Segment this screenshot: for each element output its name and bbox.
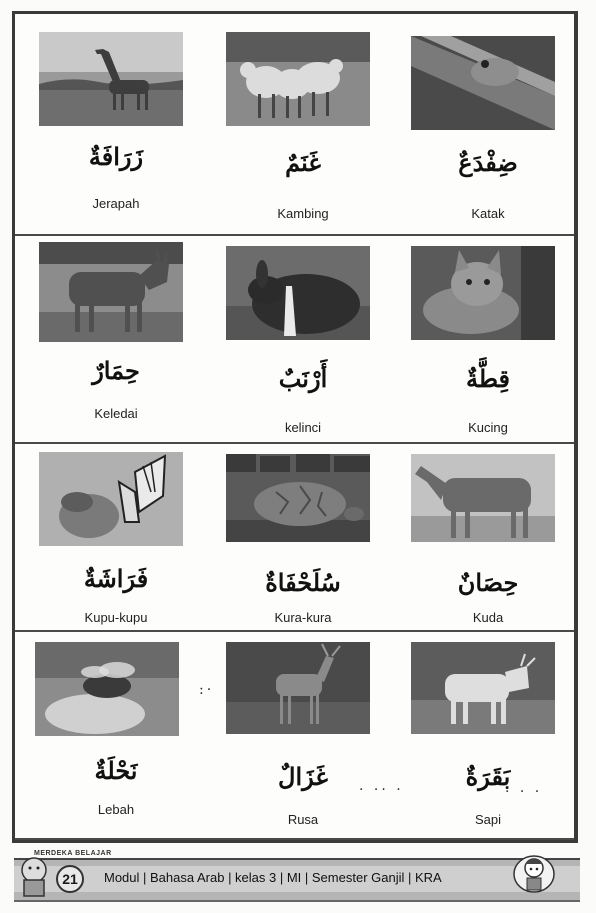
arabic-word: سُلَحْفَاةٌ: [265, 568, 341, 597]
vocab-card-goat: [210, 14, 396, 234]
vocab-row-3: [15, 444, 574, 632]
cow-photo: [411, 642, 555, 734]
latin-word: Sapi: [474, 812, 502, 827]
vocab-row-1: [15, 14, 574, 236]
print-speckle-decoration: :·: [199, 682, 215, 698]
tortoise-photo: [226, 454, 370, 542]
arabic-word: قِطَّةٌ: [465, 364, 511, 393]
vocab-row-2: [15, 236, 574, 444]
vocab-card-giraffe: [23, 14, 209, 234]
latin-word: Katak: [471, 206, 505, 221]
latin-word: Kura-kura: [274, 610, 332, 625]
latin-word: Rusa: [287, 812, 319, 827]
arabic-word: فَرَاشَةٌ: [83, 564, 149, 593]
rabbit-photo: [226, 246, 370, 340]
arabic-word: أَرْنَبٌ: [278, 364, 328, 393]
deer-photo: [226, 642, 370, 734]
vocab-card-cow: [395, 632, 581, 838]
arabic-word: حِمَارٌ: [92, 356, 140, 385]
cat-photo: [411, 246, 555, 340]
latin-word: Jerapah: [92, 196, 140, 211]
giraffe-photo: [39, 32, 183, 126]
latin-word: Keledai: [94, 406, 138, 421]
mascot-right-illustration: [512, 850, 556, 898]
goat-photo: [226, 32, 370, 126]
vocab-card-rabbit: [210, 236, 396, 442]
arabic-word: نَحْلَةٌ: [94, 756, 138, 785]
print-speckle-decoration: · ·· ·: [359, 782, 404, 798]
vocab-card-donkey: [23, 236, 209, 442]
butterfly-photo: [39, 452, 183, 546]
print-speckle-decoration: · · ·: [505, 784, 543, 800]
latin-word: Kucing: [468, 420, 508, 435]
vocab-card-horse: [395, 444, 581, 630]
bee-photo: [35, 642, 179, 736]
arabic-word: غَنَمٌ: [285, 148, 321, 177]
latin-word: Kambing: [277, 206, 329, 221]
latin-word: kelinci: [284, 420, 322, 435]
latin-word: Lebah: [97, 802, 135, 817]
frog-photo: [411, 36, 555, 130]
footer-caption: Modul | Bahasa Arab | kelas 3 | MI | Semester Ganjil | KRA: [104, 870, 442, 885]
page-footer: [14, 850, 580, 902]
arabic-word: زَرَافَةٌ: [88, 142, 144, 171]
vocab-card-butterfly: [23, 444, 209, 630]
arabic-word: غَزَالٌ: [278, 762, 328, 791]
mascot-left-illustration: [14, 852, 54, 898]
vocab-card-frog: [395, 14, 581, 234]
vocabulary-page-frame: [12, 11, 578, 843]
vocab-card-bee: [23, 632, 209, 838]
arabic-word: بَقَرَةٌ: [465, 762, 511, 791]
latin-word: Kupu-kupu: [84, 610, 148, 625]
vocab-card-tortoise: [210, 444, 396, 630]
latin-word: Kuda: [472, 610, 504, 625]
donkey-photo: [39, 242, 183, 342]
page-number: 21: [56, 865, 84, 893]
vocab-card-cat: [395, 236, 581, 442]
arabic-word: ضِفْدَعٌ: [458, 148, 518, 177]
brand-label: MERDEKA BELAJAR: [34, 850, 112, 857]
vocab-card-deer: [210, 632, 396, 838]
vocab-row-4: [15, 632, 574, 840]
arabic-word: حِصَانٌ: [457, 568, 519, 597]
horse-photo: [411, 454, 555, 542]
